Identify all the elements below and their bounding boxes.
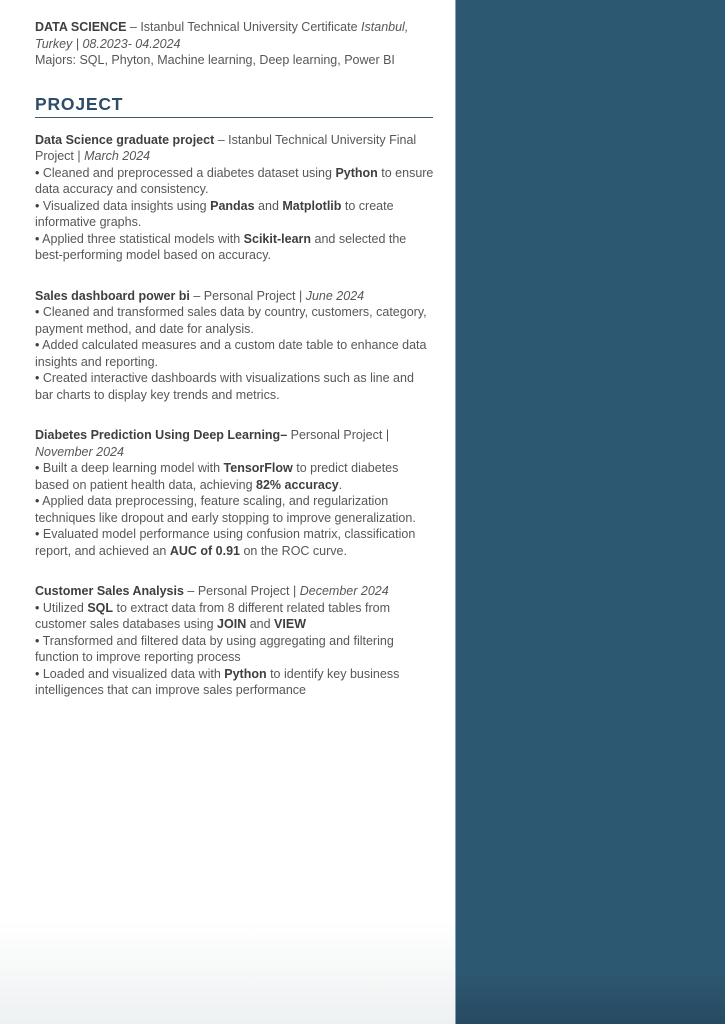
text-segment: – Personal Project | bbox=[189, 288, 306, 303]
text-segment: on the ROC curve. bbox=[239, 543, 347, 558]
project-title bbox=[35, 132, 435, 165]
text-segment: to extract data from 8 different related tables from customer sales databases using bbox=[35, 600, 391, 631]
bullet-icon: • bbox=[35, 338, 43, 352]
bullet-icon: • bbox=[35, 461, 43, 475]
text-segment: to ensure data accuracy and consistency. bbox=[35, 165, 434, 196]
text-segment: Visualized data insights using bbox=[42, 198, 211, 213]
sidebar-panel bbox=[455, 0, 725, 1024]
text-segment: March 2024 bbox=[84, 149, 151, 163]
project-bullet bbox=[35, 337, 435, 370]
text-segment: Diabetes Prediction Using Deep Learning– bbox=[35, 428, 288, 442]
project-title bbox=[35, 288, 435, 305]
project-bullet bbox=[35, 198, 435, 231]
education-majors-line: Majors: SQL, Phyton, Machine learning, Deep learning, Power BI bbox=[35, 53, 395, 67]
text-segment: Python bbox=[335, 165, 378, 180]
text-segment: – Personal Project | bbox=[183, 584, 300, 598]
text-segment: Cleaned and preprocessed a diabetes dataset using bbox=[42, 165, 336, 180]
project-entry bbox=[35, 427, 435, 559]
bullet-icon: • bbox=[35, 165, 43, 180]
education-entry bbox=[35, 19, 435, 69]
text-segment: December 2024 bbox=[299, 584, 389, 598]
bullet-icon: • bbox=[35, 527, 43, 541]
text-segment: Cleaned and transformed sales data by country, customers, category, payment method, and date for analysis. bbox=[35, 305, 427, 336]
project-bullet bbox=[35, 231, 435, 264]
text-segment: TensorFlow bbox=[223, 461, 293, 475]
text-segment: – Istanbul Technical University Final Project | bbox=[35, 132, 417, 163]
text-segment: SQL bbox=[87, 600, 114, 615]
text-segment: to create informative graphs. bbox=[35, 198, 394, 229]
text-segment: JOIN bbox=[217, 617, 247, 631]
text-segment: to identify key business intelligences that can improve sales performance bbox=[35, 666, 400, 697]
text-segment: November 2024 bbox=[35, 444, 124, 459]
project-title bbox=[35, 583, 435, 600]
bullet-icon: • bbox=[35, 494, 43, 508]
project-entry bbox=[35, 288, 435, 404]
project-bullet bbox=[35, 370, 435, 403]
bullet-icon: • bbox=[35, 198, 43, 213]
project-bullet bbox=[35, 304, 435, 337]
text-segment: Applied data preprocessing, feature scaling, and regularization techniques like dropout and early stopping to improve generalization. bbox=[35, 494, 416, 525]
project-entry bbox=[35, 132, 435, 264]
bullet-icon: • bbox=[35, 600, 43, 615]
text-segment: and bbox=[254, 198, 283, 213]
bullet-icon: • bbox=[35, 633, 43, 648]
text-segment: and selected the best-performing model based on accuracy. bbox=[35, 231, 407, 262]
project-bullet bbox=[35, 666, 435, 699]
text-segment: Istanbul, Turkey | 08.2023- 04.2024 bbox=[35, 20, 409, 51]
project-bullet bbox=[35, 165, 435, 198]
text-segment: Scikit-learn bbox=[243, 231, 312, 246]
project-bullet bbox=[35, 600, 435, 633]
text-segment: – Istanbul Technical University Certificate bbox=[126, 20, 362, 34]
section-divider bbox=[35, 117, 433, 118]
text-segment: Data Science graduate project bbox=[35, 132, 215, 147]
text-segment: Customer Sales Analysis bbox=[35, 584, 184, 598]
text-segment: . bbox=[338, 477, 343, 492]
text-segment: Personal Project | bbox=[287, 428, 390, 442]
text-segment: and bbox=[246, 617, 275, 631]
project-bullet bbox=[35, 633, 435, 666]
project-entry bbox=[35, 583, 435, 699]
project-bullet bbox=[35, 493, 435, 526]
bullet-icon: • bbox=[35, 231, 43, 246]
education-entry-title-line bbox=[35, 19, 435, 52]
project-title bbox=[35, 427, 435, 460]
project-bullet bbox=[35, 460, 435, 493]
resume-left-column bbox=[35, 19, 435, 699]
text-segment: Sales dashboard power bi bbox=[35, 288, 190, 303]
text-segment: DATA SCIENCE bbox=[35, 20, 127, 34]
text-segment: Created interactive dashboards with visualizations such as line and bar charts to display key trends and metrics. bbox=[35, 371, 414, 402]
text-segment: AUC of 0.91 bbox=[169, 543, 240, 558]
text-segment: Python bbox=[224, 666, 267, 681]
text-segment: to predict diabetes based on patient health data, achieving bbox=[35, 461, 399, 492]
text-segment: Built a deep learning model with bbox=[42, 461, 224, 475]
text-segment: Added calculated measures and a custom date table to enhance data insights and reporting. bbox=[35, 338, 427, 369]
text-segment: Evaluated model performance using confusion matrix, classification report, and achieved an bbox=[35, 527, 416, 558]
text-segment: Transformed and filtered data by using aggregating and filtering function to improve reporting process bbox=[35, 633, 394, 664]
text-segment: Applied three statistical models with bbox=[42, 231, 244, 246]
text-segment: Utilized bbox=[42, 600, 88, 615]
bullet-icon: • bbox=[35, 305, 43, 319]
text-segment: 82% accuracy bbox=[256, 477, 339, 492]
text-segment: VIEW bbox=[274, 617, 306, 631]
project-section-heading: PROJECT bbox=[35, 93, 124, 114]
text-segment: Loaded and visualized data with bbox=[42, 666, 225, 681]
bullet-icon: • bbox=[35, 371, 43, 385]
text-segment: Pandas bbox=[210, 198, 255, 213]
text-segment: June 2024 bbox=[305, 288, 365, 303]
project-list bbox=[35, 132, 435, 699]
text-segment: Matplotlib bbox=[282, 198, 342, 213]
project-bullet bbox=[35, 526, 435, 559]
bullet-icon: • bbox=[35, 666, 43, 681]
